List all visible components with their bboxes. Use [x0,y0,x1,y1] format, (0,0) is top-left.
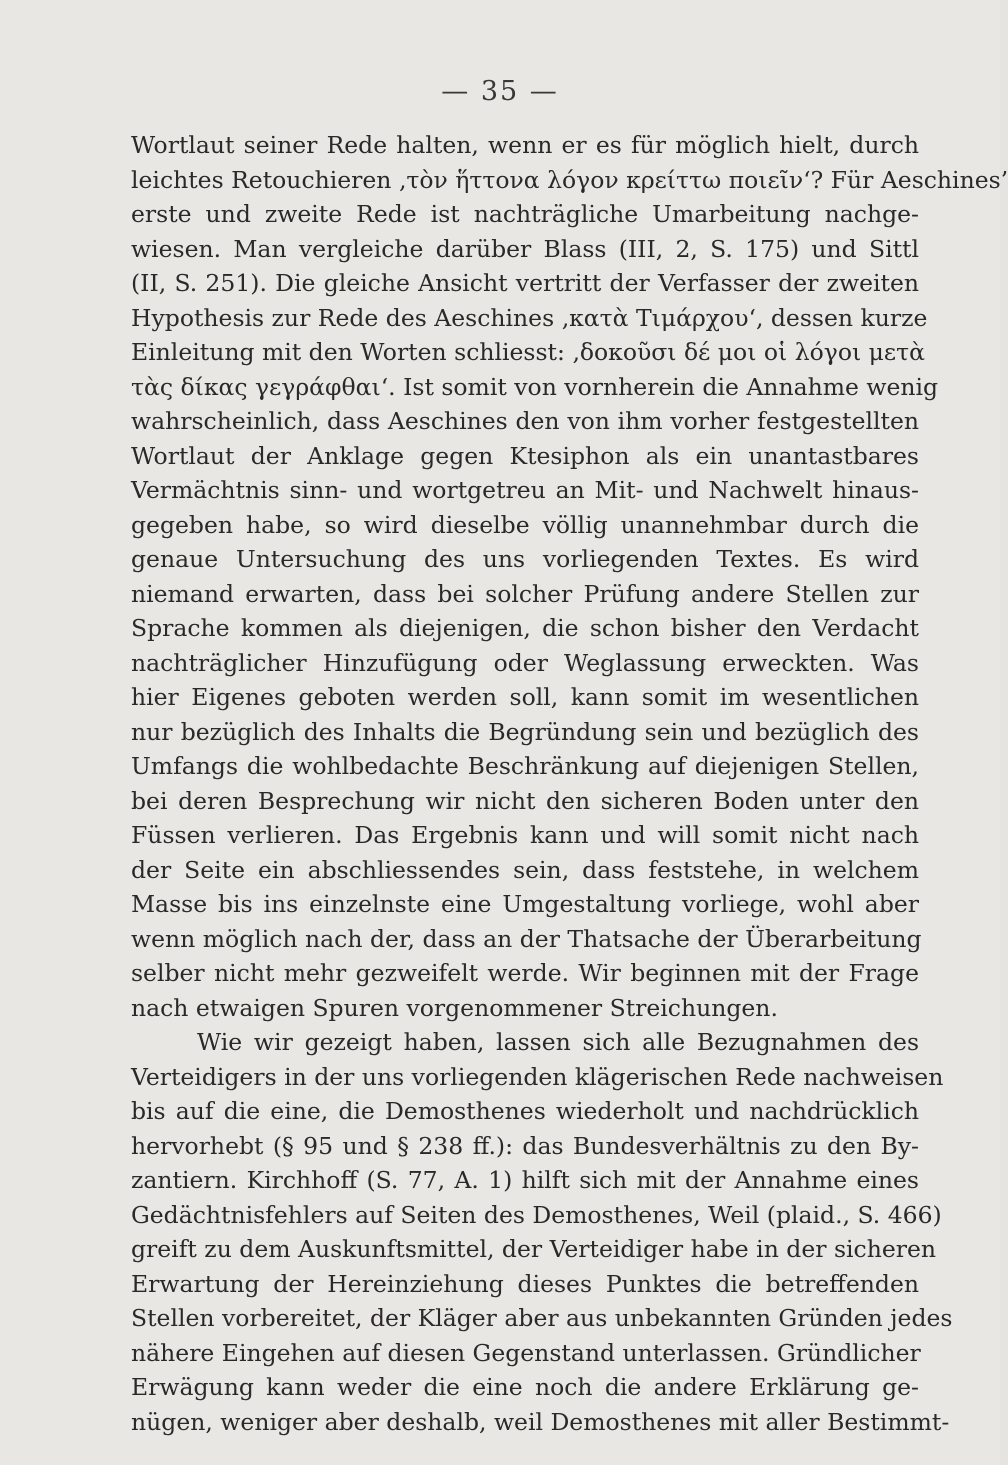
text-line: Stellen vorbereitet, der Kläger aber aus unbekannten Gründen jedes [131,1304,953,1332]
text-line: hier Eigenes geboten werden soll, kann somit im wesentlichen [131,683,919,711]
text-line: der Seite ein abschliessendes sein, dass feststehe, in welchem [131,855,919,884]
text-line: hervorhebt (§ 95 und § 238 ff.): das Bundesverhältnis zu den By- [131,1131,919,1160]
text-line: Einleitung mit den Worten schliesst: ‚δοκοῦσι δέ μοι οἱ λόγοι μετὰ [131,338,925,366]
text-line: nügen, weniger aber deshalb, weil Demosthenes mit aller Bestimmt- [131,1407,950,1436]
text-line: Gedächtnisfehlers auf Seiten des Demosthenes, Weil (plaid., S. 466) [131,1200,942,1229]
text-line: nähere Eingehen auf diesen Gegenstand unterlassen. Gründlicher [131,1338,921,1367]
text-line: nur bezüglich des Inhalts die Begründung sein und bezüglich des [131,717,919,746]
text-line: nachträglicher Hinzufügung oder Weglassung erweckten. Was [131,648,919,677]
text-line: wahrscheinlich, dass Aeschines den von ihm vorher festgestellten [131,407,919,435]
text-line: genaue Untersuchung des uns vorliegenden Textes. Es wird [131,545,919,573]
text-line: Umfangs die wohlbedachte Beschränkung auf diejenigen Stellen, [131,752,919,780]
text-line: erste und zweite Rede ist nachträgliche Umarbeitung nachge- [131,200,919,228]
page-number: — 35 — [441,76,559,107]
text-line: Verteidigers in der uns vorliegenden klägerischen Rede nachweisen [131,1062,944,1091]
text-line: Vermächtnis sinn- und wortgetreu an Mit- und Nachwelt hinaus- [131,476,919,504]
text-line: (II, S. 251). Die gleiche Ansicht vertritt der Verfasser der zweiten [131,269,919,297]
text-line: τὰς δίκας γεγράφθαι‘. Ist somit von vornherein die Annahme wenig [131,372,939,401]
text-line: Wortlaut der Anklage gegen Ktesiphon als ein unantastbares [131,441,919,470]
text-line: Füssen verlieren. Das Ergebnis kann und will somit nicht nach [131,821,919,849]
text-line: wenn möglich nach der, dass an der Thatsache der Überarbeitung [131,924,922,953]
text-line: niemand erwarten, dass bei solcher Prüfung andere Stellen zur [131,579,919,608]
text-line: Sprache kommen als diejenigen, die schon bisher den Verdacht [131,614,919,642]
paragraph-end-line: nach etwaigen Spuren vorgenommener Streichungen. [131,993,778,1022]
text-line: Masse bis ins einzelnste eine Umgestaltung vorliege, wohl aber [131,890,919,918]
text-line: bis auf die eine, die Demosthenes wiederholt und nachdrücklich [131,1097,919,1125]
text-line: Wortlaut seiner Rede halten, wenn er es für möglich hielt, durch [131,131,919,159]
paragraph-start-line: Wie wir gezeigt haben, lassen sich alle Bezugnahmen des [197,1028,919,1056]
text-line: bei deren Besprechung wir nicht den sicheren Boden unter den [131,786,919,815]
text-line: greift zu dem Auskunftsmittel, der Verteidiger habe in der sicheren [131,1235,937,1263]
body-text [131,128,1008,1439]
text-line: leichtes Retouchieren ‚τὸν ἥττονα λόγον κρείττω ποιεῖν‘? Für Aeschines’ [131,165,1008,194]
text-line: Hypothesis zur Rede des Aeschines ‚κατὰ Τιμάρχου‘, dessen kurze [131,303,928,332]
text-line: Erwartung der Hereinziehung dieses Punktes die betreffenden [131,1269,919,1298]
text-line: gegeben habe, so wird dieselbe völlig unannehmbar durch die [131,510,919,539]
text-line: zantiern. Kirchhoff (S. 77, A. 1) hilft sich mit der Annahme eines [131,1166,919,1194]
text-line: selber nicht mehr gezweifelt werde. Wir beginnen mit der Frage [131,959,919,987]
text-line: Erwägung kann weder die eine noch die andere Erklärung ge- [131,1373,919,1401]
text-line: wiesen. Man vergleiche darüber Blass (III, 2, S. 175) und Sittl [131,234,919,263]
